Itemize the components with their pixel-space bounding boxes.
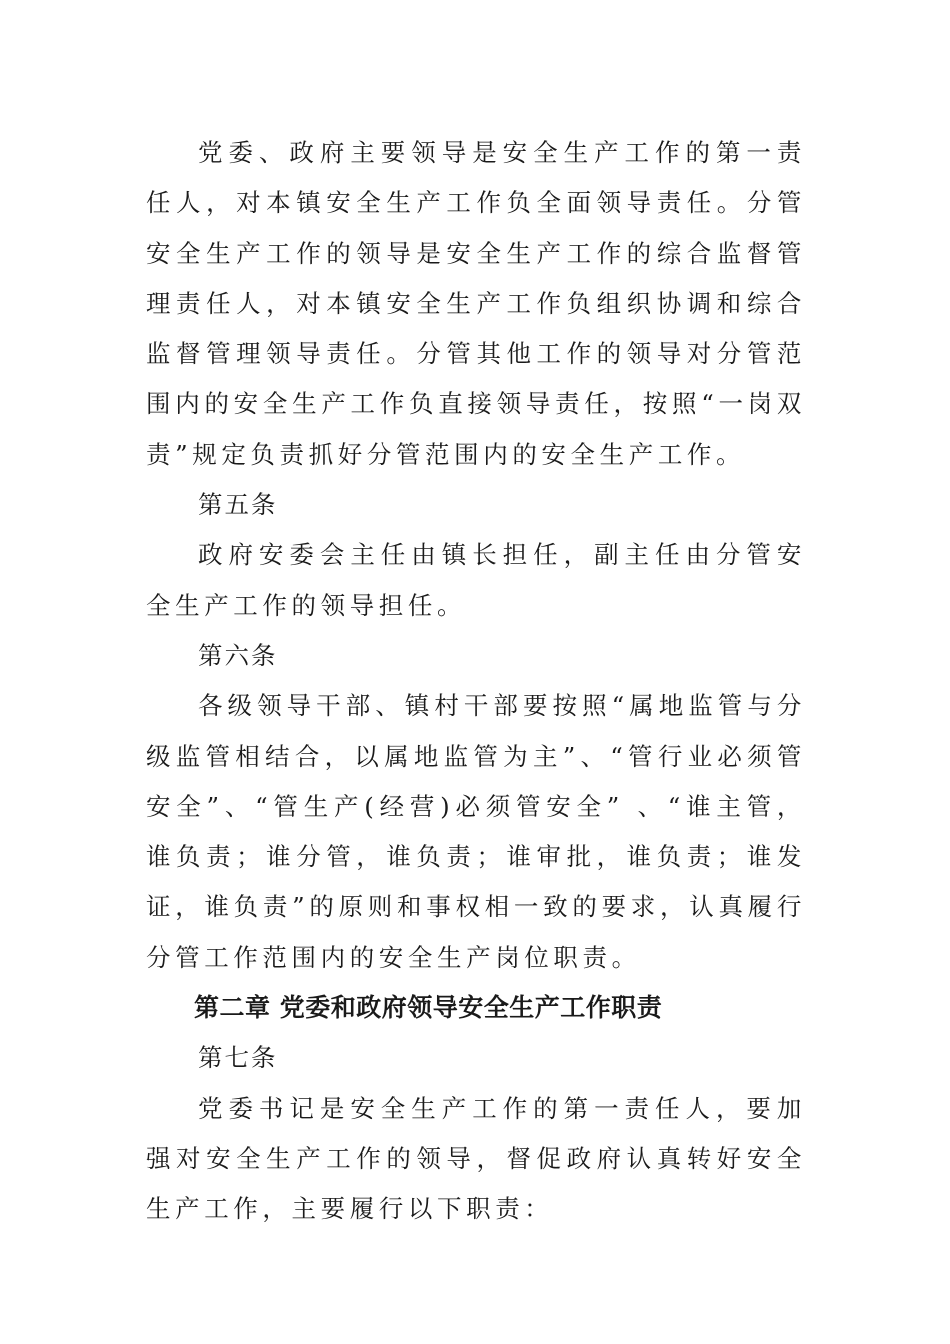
paragraph-safety-committee: 政府安委会主任由镇长担任，副主任由分管安全生产工作的领导担任。 <box>146 540 806 620</box>
paragraph-cadre-principles: 各级领导干部、镇村干部要按照“属地监管与分级监管相结合，以属地监管为主”、“管行业必须管安全”、“管生产(经营)必须管安全” 、“谁主管，谁负责；谁分管，谁负责；谁审批，谁负责；谁发证，谁负责”的原则和事权相一致的要求，认真履行分管工作范围内的安全生产岗位职责。 <box>146 691 806 972</box>
article-7-heading: 第七条 <box>198 1043 278 1073</box>
document-page <box>146 128 806 1235</box>
article-5-heading: 第五条 <box>198 490 278 520</box>
paragraph-leadership-responsibility: 党委、政府主要领导是安全生产工作的第一责任人，对本镇安全生产工作负全面领导责任。分管安全生产工作的领导是安全生产工作的综合监督管理责任人，对本镇安全生产工作负组织协调和综合监督管理领导责任。分管其他工作的领导对分管范围内的安全生产工作负直接领导责任，按照“一岗双责”规定负责抓好分管范围内的安全生产工作。 <box>146 138 806 469</box>
paragraph-party-secretary-duties: 党委书记是安全生产工作的第一责任人，要加强对安全生产工作的领导，督促政府认真转好安全生产工作，主要履行以下职责： <box>146 1093 806 1224</box>
article-6-heading: 第六条 <box>198 640 278 670</box>
chapter-2-heading: 第二章 党委和政府领导安全生产工作职责 <box>194 993 663 1023</box>
